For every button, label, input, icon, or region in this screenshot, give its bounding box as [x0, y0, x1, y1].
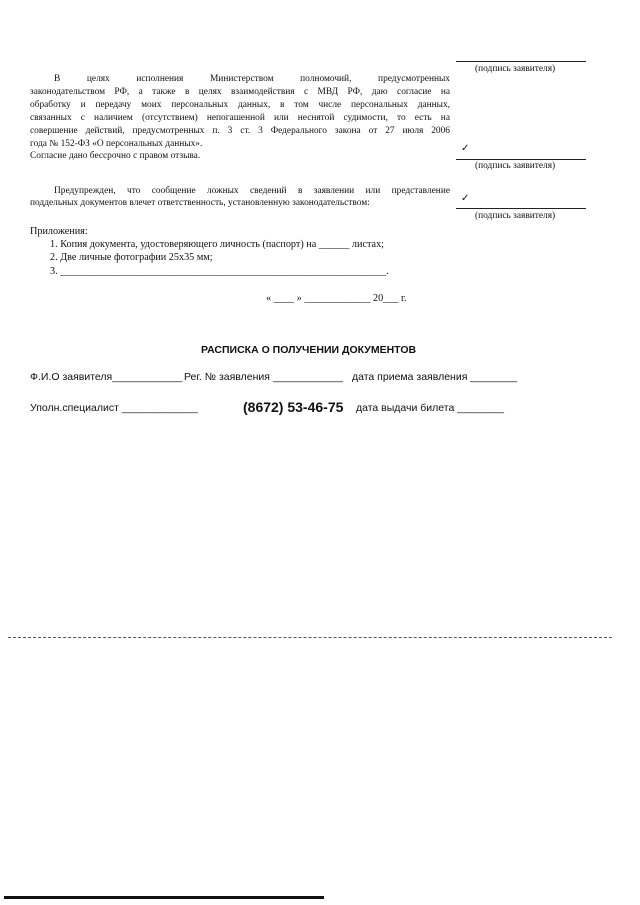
date-line: « ____ » _____________ 20___ г.	[266, 293, 407, 304]
attachment-item-2: 2. Две личные фотографии 25х35 мм;	[50, 252, 213, 263]
signature-caption-3: (подпись заявителя)	[475, 211, 556, 221]
cut-line	[8, 637, 612, 638]
attachment-item-3: 3. ________________________________________________________________.	[50, 266, 389, 277]
receipt-date-field[interactable]: дата приема заявления ________	[352, 371, 518, 383]
consent-line-3: обработку и передачу моих персональных данных, в том числе персональных данных,	[30, 100, 450, 110]
phone-number: (8672) 53-46-75	[243, 399, 344, 415]
applicant-field[interactable]: Ф.И.О заявителя____________	[30, 371, 183, 383]
specialist-field[interactable]: Уполн.специалист _____________	[30, 402, 198, 414]
bottom-bar	[4, 896, 324, 899]
signature-caption-2: (подпись заявителя)	[475, 161, 556, 171]
consent-line-6: года № 152-ФЗ «О персональных данных».	[30, 139, 203, 149]
consent-revocable: Согласие дано бессрочно с правом отзыва.	[30, 151, 201, 161]
signature-line-3	[456, 208, 586, 209]
warning-line-1: Предупрежден, что сообщение ложных сведений в заявлении или представление	[54, 186, 450, 196]
warning-line-2: поддельных документов влечет ответственность, установленную законодательством:	[30, 198, 370, 208]
consent-line-2: законодательством РФ, а также в целях взаимодействия с МВД РФ, даю согласие на	[30, 87, 450, 97]
attachment-item-1: 1. Копия документа, удостоверяющего личность (паспорт) на ______ листах;	[50, 239, 384, 250]
signature-line	[456, 61, 586, 62]
signature-caption: (подпись заявителя)	[475, 64, 556, 74]
checkmark-2: ✓	[461, 193, 470, 204]
consent-line-4: связанных с наличием (отсутствием) непогашенной или неснятой судимости, то есть на	[30, 113, 450, 123]
receipt-title: РАСПИСКА О ПОЛУЧЕНИИ ДОКУМЕНТОВ	[201, 344, 417, 356]
consent-line-1: В целях исполнения Министерством полномочий, предусмотренных	[54, 74, 450, 84]
issue-date-field[interactable]: дата выдачи билета ________	[356, 402, 504, 414]
attachments-title: Приложения:	[30, 226, 88, 237]
consent-line-5: совершение действий, предусмотренных п. 3 ст. 3 Федерального закона от 27 июля 2006	[30, 126, 450, 136]
checkmark-1: ✓	[461, 143, 470, 154]
registration-number-field[interactable]: Рег. № заявления ____________	[184, 371, 343, 383]
